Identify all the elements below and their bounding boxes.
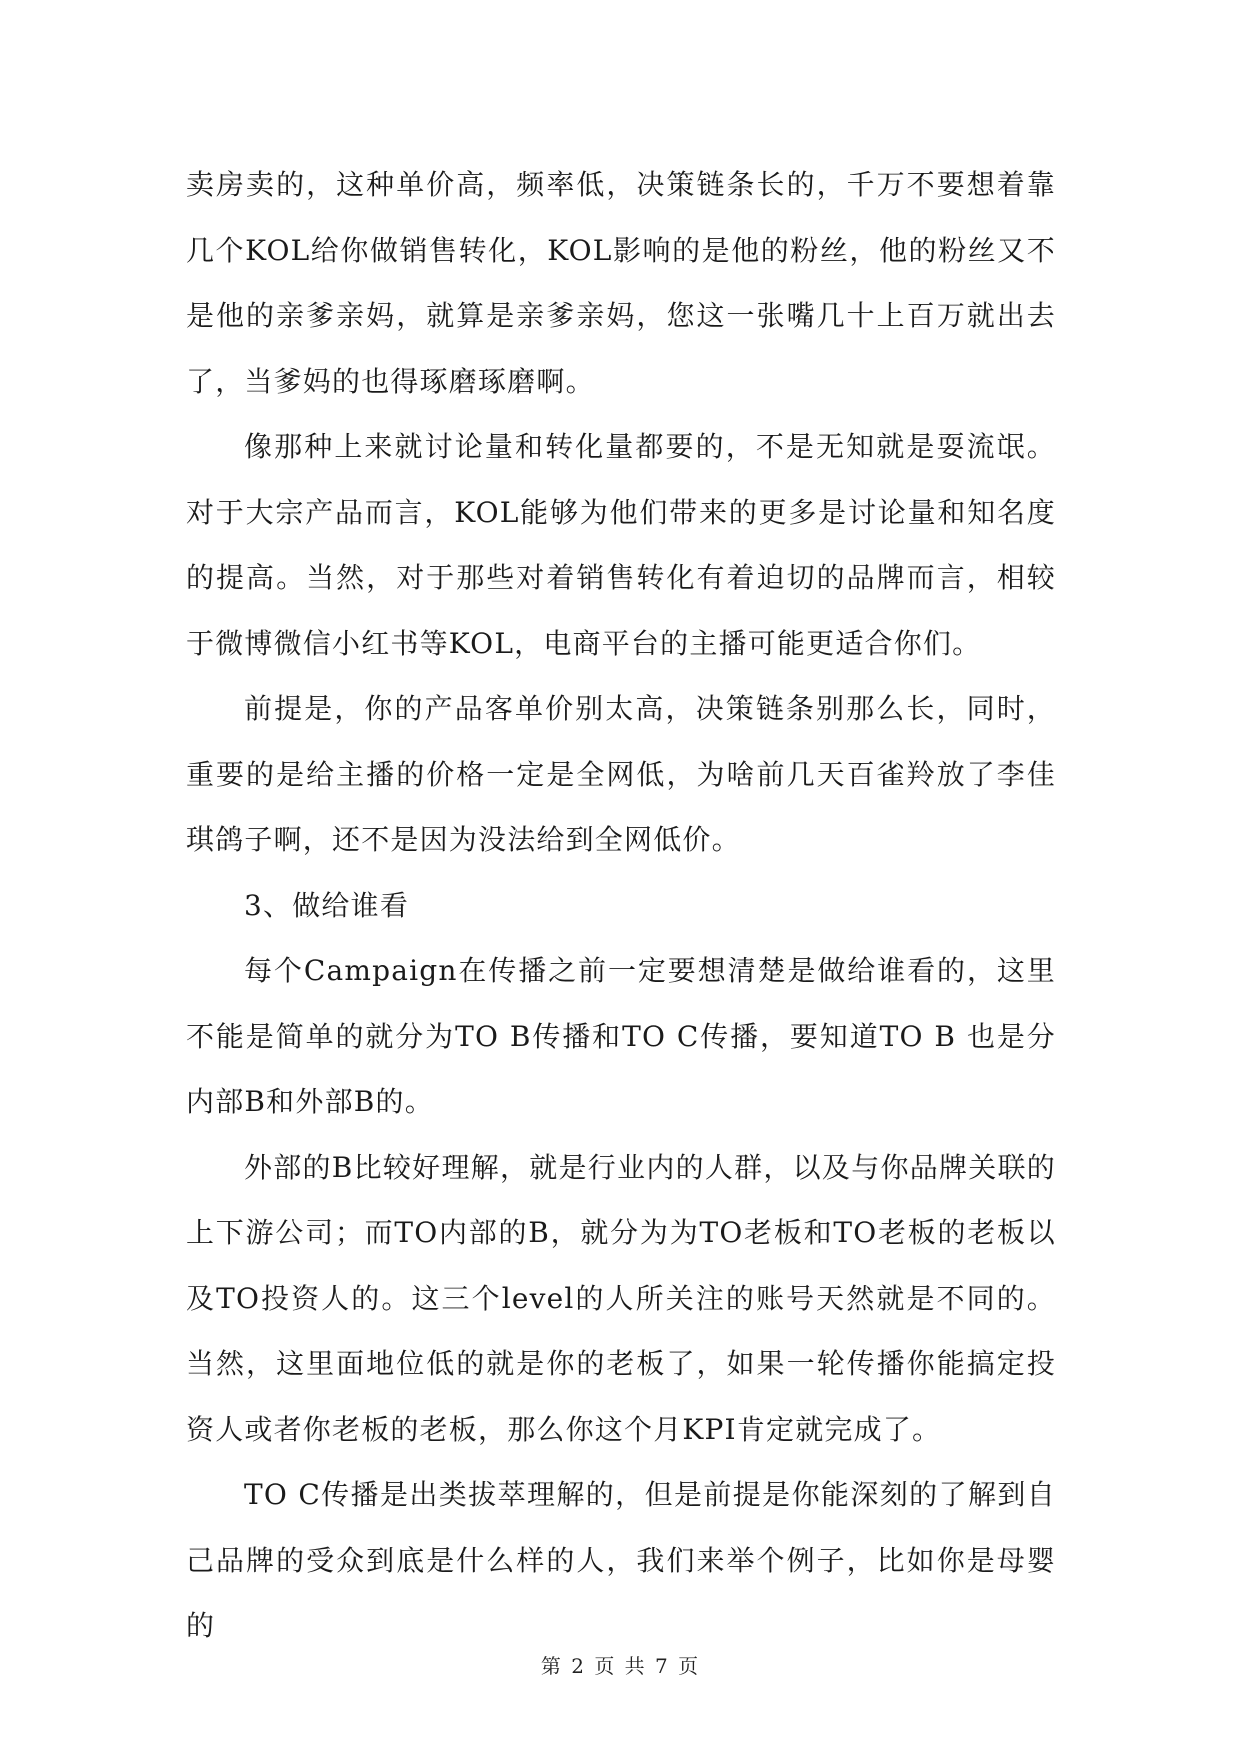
section-heading: 3、做给谁看 bbox=[244, 888, 410, 922]
body-text bbox=[186, 152, 1056, 1659]
paragraph-3: 前提是，你的产品客单价别太高，决策链条别那么长，同时，重要的是给主播的价格一定是全网低，为啥前几天百雀羚放了李佳琪鸽子啊，还不是因为没法给到全网低价。 bbox=[186, 692, 1056, 856]
paragraph-2: 像那种上来就讨论量和转化量都要的，不是无知就是耍流氓。对于大宗产品而言，KOL能够为他们带来的更多是讨论量和知名度的提高。当然，对于那些对着销售转化有着迫切的品牌而言，相较于微博微信小红书等KOL，电商平台的主播可能更适合你们。 bbox=[186, 430, 1056, 660]
paragraph-4: 每个Campaign在传播之前一定要想清楚是做给谁看的，这里不能是简单的就分为TO B传播和TO C传播，要知道TO B 也是分内部B和外部B的。 bbox=[186, 954, 1056, 1118]
paragraph-6: TO C传播是出类拔萃理解的，但是前提是你能深刻的了解到自己品牌的受众到底是什么样的人，我们来举个例子，比如你是母婴的 bbox=[186, 1478, 1056, 1642]
paragraph-1: 卖房卖的，这种单价高，频率低，决策链条长的，千万不要想着靠几个KOL给你做销售转化，KOL影响的是他的粉丝，他的粉丝又不是他的亲爹亲妈，就算是亲爹亲妈，您这一张嘴几十上百万就出去了，当爹妈的也得琢磨琢磨啊。 bbox=[186, 168, 1056, 398]
page-footer: 第 2 页 共 7 页 bbox=[540, 1654, 701, 1678]
paragraph-5: 外部的B比较好理解，就是行业内的人群，以及与你品牌关联的上下游公司；而TO内部的B，就分为为TO老板和TO老板的老板以及TO投资人的。这三个level的人所关注的账号天然就是不同的。当然，这里面地位低的就是你的老板了，如果一轮传播你能搞定投资人或者你老板的老板，那么你这个月KPI肯定就完成了。 bbox=[186, 1150, 1056, 1446]
